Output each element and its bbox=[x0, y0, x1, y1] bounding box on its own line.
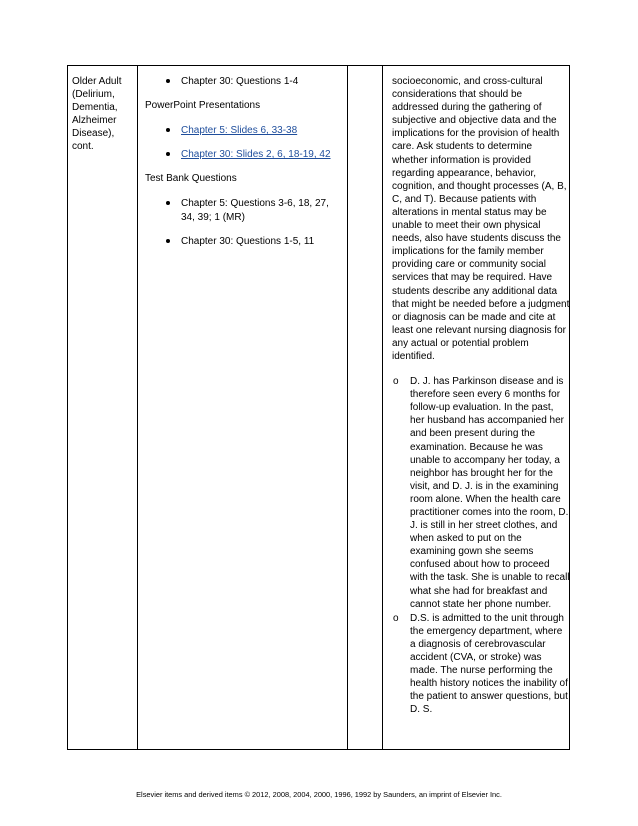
chapter-questions-list bbox=[145, 75, 343, 88]
list-item: Chapter 30: Questions 1-4 bbox=[145, 75, 343, 88]
list-item bbox=[145, 124, 343, 137]
powerpoint-link[interactable]: Chapter 5: Slides 6, 33-38 bbox=[181, 125, 298, 137]
bullet-icon bbox=[166, 128, 170, 132]
list-item bbox=[145, 148, 343, 161]
circle-bullet-icon: o bbox=[393, 612, 399, 624]
bullet-icon bbox=[166, 201, 170, 205]
copyright-footer: Elsevier items and derived items © 2012, 2008, 2004, 2000, 1996, 1992 by Saunders, an imprint of Elsevier Inc. bbox=[136, 790, 502, 799]
activity-paragraph: socioeconomic, and cross-cultural considerations that should be addressed during the gathering of subjective and objective data and the implications for the provision of health care. Ask students to determine whether information is provided regarding appearance, behavior, cognition, and thought processes (A, B, C, and T). Because patients with alterations in mental status may be unable to meet their own physical needs, also have students discuss the implications for the family member providing care or community social services that may be required. Have students describe any additional data that might be needed before a judgment or diagnosis can be made and cite at least one relevant nursing diagnosis for any actual or potential problem identified. bbox=[392, 76, 570, 362]
bullet-icon bbox=[166, 152, 170, 156]
resources-cell bbox=[138, 66, 348, 749]
list-item: Chapter 5: Questions 3-6, 18, 27, 34, 39; 1 (MR) bbox=[145, 197, 343, 223]
bullet-icon bbox=[166, 79, 170, 83]
list-item: Chapter 30: Questions 1-5, 11 bbox=[145, 235, 343, 248]
test-bank-list bbox=[145, 197, 343, 247]
list-item: o D. J. has Parkinson disease and is therefore seen every 6 months for follow-up evaluation. In the past, her husband has accompanied her and been present during the examination. Because he was unable to accompany her today, a neighbor has brought her for the visit, and D. J. is in the examining room alone. When the health care practitioner comes into the room, D. J. is still in her street clothes, and when asked to put on the examining gown she seems confused about how to proceed with the task. She is unable to recall what she had for breakfast and cannot state her phone number. bbox=[393, 376, 570, 610]
content-table bbox=[67, 65, 570, 750]
topic-cell bbox=[68, 66, 138, 749]
powerpoint-list bbox=[145, 124, 343, 161]
powerpoint-link[interactable]: Chapter 30: Slides 2, 6, 18-19, 42 bbox=[181, 149, 331, 161]
list-item: o D.S. is admitted to the unit through the emergency department, where a diagnosis of cerebrovascular accident (CVA, or stroke) was made. The nurse performing the health history notices the inability of the patient to answer questions, but D. S. bbox=[393, 612, 568, 716]
empty-cell bbox=[348, 66, 383, 749]
activities-cell bbox=[383, 66, 569, 749]
powerpoint-heading: PowerPoint Presentations bbox=[145, 100, 261, 112]
test-bank-heading: Test Bank Questions bbox=[145, 173, 237, 185]
bullet-icon bbox=[166, 239, 170, 243]
case-list bbox=[392, 375, 570, 716]
circle-bullet-icon: o bbox=[393, 376, 399, 388]
topic-text: Older Adult (Delirium, Dementia, Alzheimer Disease), cont. bbox=[72, 76, 122, 153]
